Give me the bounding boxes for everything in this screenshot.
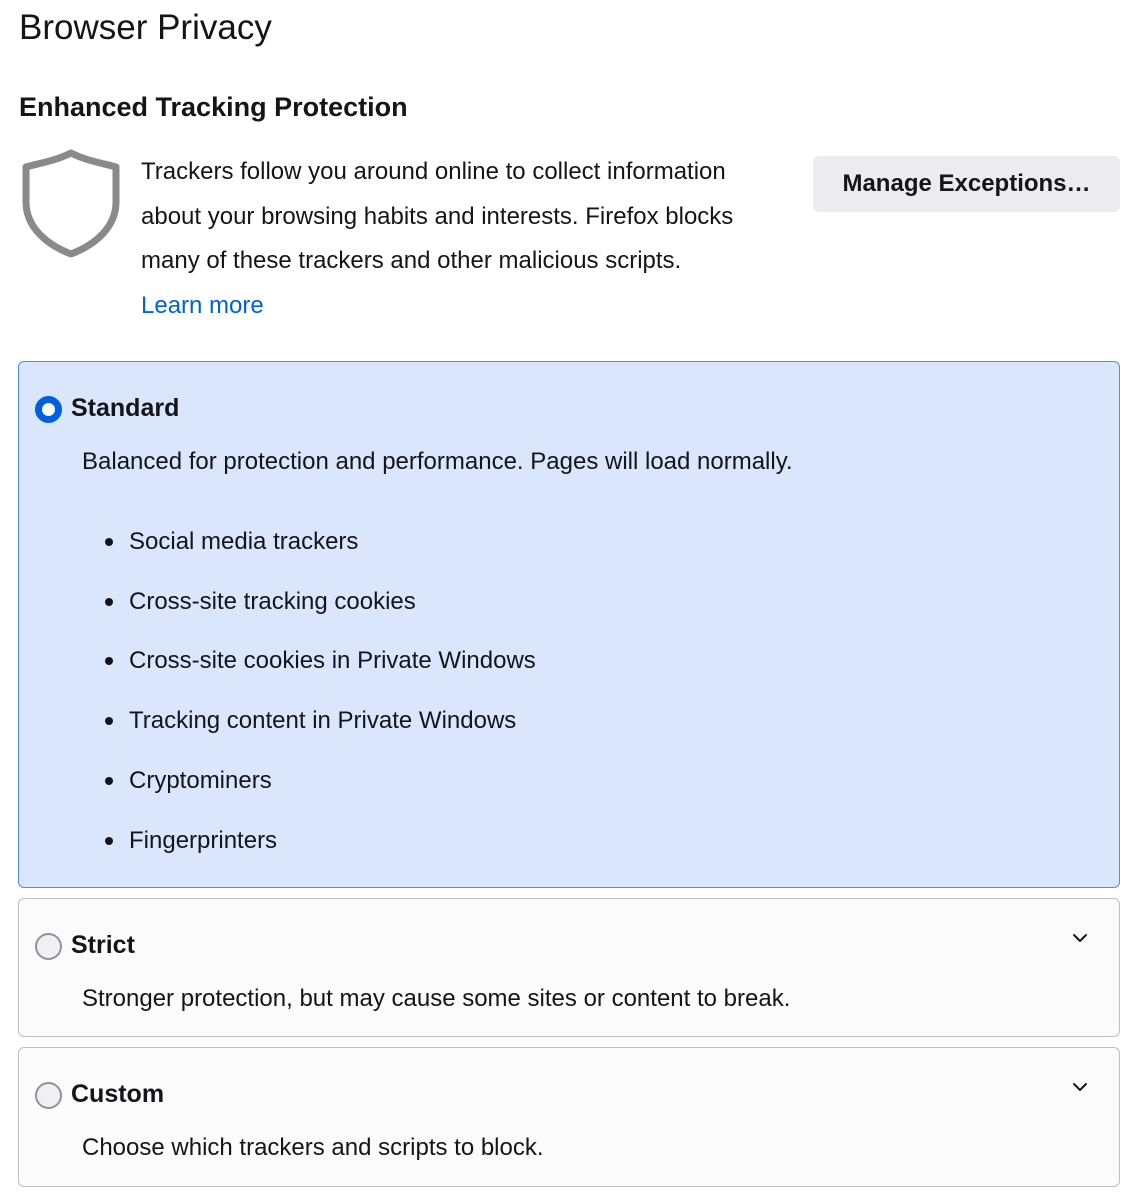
strict-description: Stronger protection, but may cause some sites or content to break.: [82, 985, 791, 1012]
list-item: [105, 691, 536, 751]
intro: [141, 150, 791, 328]
custom-description: Choose which trackers and scripts to block.: [82, 1134, 544, 1161]
list-item: [105, 631, 536, 691]
shield-icon: [20, 148, 122, 258]
blocked-item-label: Tracking content in Private Windows: [129, 707, 517, 735]
chevron-down-icon[interactable]: [1071, 929, 1089, 947]
standard-radio[interactable]: [35, 396, 62, 423]
blocked-item-label: Social media trackers: [129, 528, 359, 555]
intro-text: Trackers follow you around online to collect information about your browsing habits and interests. Firefox blocks many of these trackers and other malicious scripts.: [141, 158, 734, 274]
bullet-icon: [105, 837, 113, 845]
blocked-list: [105, 512, 536, 870]
page-title: Browser Privacy: [19, 8, 272, 47]
list-item: [105, 512, 536, 572]
strict-radio[interactable]: [35, 933, 62, 960]
manage-exceptions-button[interactable]: Manage Exceptions…: [813, 156, 1120, 212]
custom-radio[interactable]: [35, 1082, 62, 1109]
option-custom[interactable]: [18, 1047, 1120, 1187]
custom-label: Custom: [71, 1080, 165, 1108]
bullet-icon: [105, 777, 113, 785]
option-strict[interactable]: [18, 898, 1120, 1037]
standard-description: Balanced for protection and performance. Pages will load normally.: [82, 448, 793, 475]
chevron-down-icon[interactable]: [1071, 1078, 1089, 1096]
learn-more-link[interactable]: Learn more: [141, 291, 264, 319]
blocked-item-label: Cross-site tracking cookies: [129, 587, 416, 615]
list-item: [105, 572, 536, 632]
bullet-icon: [105, 598, 113, 606]
list-item: [105, 751, 536, 811]
standard-label: Standard: [71, 394, 180, 422]
bullet-icon: [105, 717, 113, 725]
blocked-item-label: Fingerprinters: [129, 826, 278, 854]
bullet-icon: [105, 538, 113, 546]
section-title: Enhanced Tracking Protection: [19, 92, 408, 122]
option-standard[interactable]: [18, 361, 1120, 888]
blocked-item-label: Cryptominers: [129, 766, 272, 794]
list-item: [105, 811, 536, 871]
bullet-icon: [105, 657, 113, 665]
blocked-item-label: Cross-site cookies in Private Windows: [129, 647, 536, 675]
strict-label: Strict: [71, 931, 135, 959]
